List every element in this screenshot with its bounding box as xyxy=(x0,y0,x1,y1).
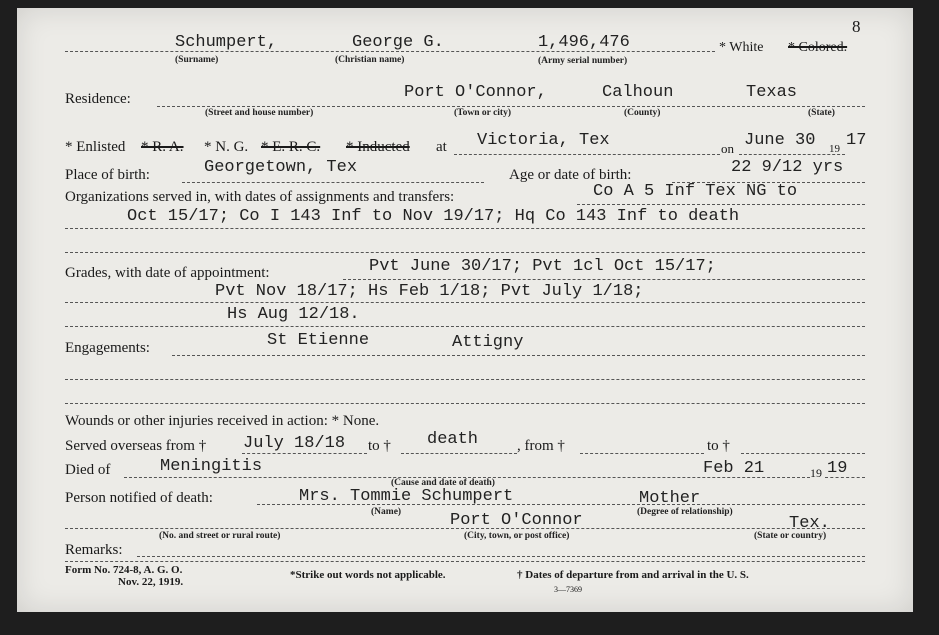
engagement-1: St Etienne xyxy=(267,331,370,350)
age-label: Age or date of birth: xyxy=(509,167,632,183)
engagement-2: Attigny xyxy=(452,333,524,352)
overseas-from: July 18/18 xyxy=(243,434,346,453)
label-notified-name: (Name) xyxy=(371,507,402,517)
enlisted-inducted: * Inducted xyxy=(346,139,410,155)
death-cause: Meningitis xyxy=(160,457,263,476)
remarks-label: Remarks: xyxy=(65,542,123,558)
notified-name: Mrs. Tommie Schumpert xyxy=(299,487,514,506)
label-surname: (Surname) xyxy=(175,55,219,65)
overseas-to-line xyxy=(401,453,517,454)
strike-note: *Strike out words not applicable. xyxy=(290,569,446,581)
service-record-card xyxy=(17,8,913,612)
overseas-to2-line xyxy=(741,453,865,454)
surname: Schumpert, xyxy=(175,33,278,52)
label-cause: (Cause and date of death) xyxy=(391,478,495,488)
organizations-value-1: Co A 5 Inf Tex NG to xyxy=(593,182,798,201)
residence-label: Residence: xyxy=(65,91,131,107)
notified-city: Port O'Connor xyxy=(450,511,583,530)
overseas-from2-line xyxy=(580,453,704,454)
race-white: * White xyxy=(719,40,764,55)
organizations-line-2 xyxy=(65,228,865,229)
enlisted-ra: * R. A. xyxy=(141,139,184,155)
enlisted-date: June 30 xyxy=(744,131,816,150)
enlisted-place-line xyxy=(454,154,720,155)
print-code: 3—7369 xyxy=(554,585,582,594)
card-number: 8 xyxy=(852,17,861,36)
overseas-to: death xyxy=(427,430,479,449)
notified-relationship: Mother xyxy=(639,489,701,508)
death-year-line xyxy=(825,477,865,478)
overseas-from-line xyxy=(242,453,367,454)
notified-label: Person notified of death: xyxy=(65,490,213,506)
enlisted-label: * Enlisted xyxy=(65,139,126,155)
birth-place-line xyxy=(182,182,484,183)
birth-place: Georgetown, Tex xyxy=(204,158,358,177)
grades-line-1 xyxy=(343,279,865,280)
enlisted-erc: * E. R. C. xyxy=(261,139,321,155)
engagements-line-1 xyxy=(172,355,865,356)
organizations-line-3 xyxy=(65,252,865,253)
enlisted-at: at xyxy=(436,139,447,155)
organizations-line-1 xyxy=(577,204,865,205)
label-notified-city: (City, town, or post office) xyxy=(464,531,570,541)
enlisted-year: 17 xyxy=(846,131,867,150)
residence-town: Port O'Connor, xyxy=(404,83,547,102)
notified-state: Tex. xyxy=(789,514,830,533)
overseas-to-label: to † xyxy=(368,438,391,454)
residence-county: Calhoun xyxy=(602,83,674,102)
dates-note: † Dates of departure from and arrival in the U. S. xyxy=(517,569,749,581)
remarks-line-2 xyxy=(65,561,865,562)
label-christian-name: (Christian name) xyxy=(335,55,405,65)
organizations-label: Organizations served in, with dates of assignments and transfers: xyxy=(65,189,455,205)
form-date: Nov. 22, 1919. xyxy=(118,576,184,588)
enlisted-ng: * N. G. xyxy=(204,139,249,155)
grades-value-1: Pvt June 30/17; Pvt 1cl Oct 15/17; xyxy=(369,257,716,276)
label-notified-state: (State or country) xyxy=(754,531,827,541)
overseas-label: Served overseas from † xyxy=(65,438,207,454)
birth-place-label: Place of birth: xyxy=(65,167,150,183)
remarks-line-1 xyxy=(137,556,865,557)
organizations-value-2: Oct 15/17; Co I 143 Inf to Nov 19/17; Hq Co 143 Inf to death xyxy=(127,207,740,226)
death-date: Feb 21 xyxy=(703,459,765,478)
grades-value-3: Hs Aug 12/18. xyxy=(227,305,360,324)
residence-line xyxy=(157,106,865,107)
label-relationship: (Degree of relationship) xyxy=(637,507,733,517)
died-of-label: Died of xyxy=(65,462,111,478)
grades-value-2: Pvt Nov 18/17; Hs Feb 1/18; Pvt July 1/18; xyxy=(215,282,644,301)
enlisted-place: Victoria, Tex xyxy=(477,131,610,150)
age-value: 22 9/12 yrs xyxy=(731,158,844,177)
engagements-line-2 xyxy=(65,379,865,380)
engagements-line-3 xyxy=(65,403,865,404)
grades-label: Grades, with date of appointment: xyxy=(65,265,270,281)
christian-name: George G. xyxy=(352,33,444,52)
enlisted-year-prefix: 19 xyxy=(829,143,840,155)
residence-state: Texas xyxy=(746,83,798,102)
grades-line-3 xyxy=(65,326,865,327)
wounds-label: Wounds or other injuries received in action: * None. xyxy=(65,413,380,429)
label-state: (State) xyxy=(808,108,835,118)
label-county: (County) xyxy=(624,108,661,118)
race-colored: * Colored. xyxy=(788,40,848,55)
overseas-from2-label: , from † xyxy=(517,438,565,454)
label-street: (Street and house number) xyxy=(205,108,314,118)
engagements-label: Engagements: xyxy=(65,340,150,356)
enlisted-on: on xyxy=(721,141,734,156)
label-town: (Town or city) xyxy=(454,108,511,118)
death-year-prefix: 19 xyxy=(810,466,822,480)
label-serial-number: (Army serial number) xyxy=(538,56,628,66)
death-year: 19 xyxy=(827,459,848,478)
serial-number: 1,496,476 xyxy=(538,33,630,52)
label-notified-street: (No. and street or rural route) xyxy=(159,531,281,541)
form-number: Form No. 724-8, A. G. O. xyxy=(65,564,183,576)
overseas-to2-label: to † xyxy=(707,438,730,454)
grades-line-2 xyxy=(65,302,865,303)
